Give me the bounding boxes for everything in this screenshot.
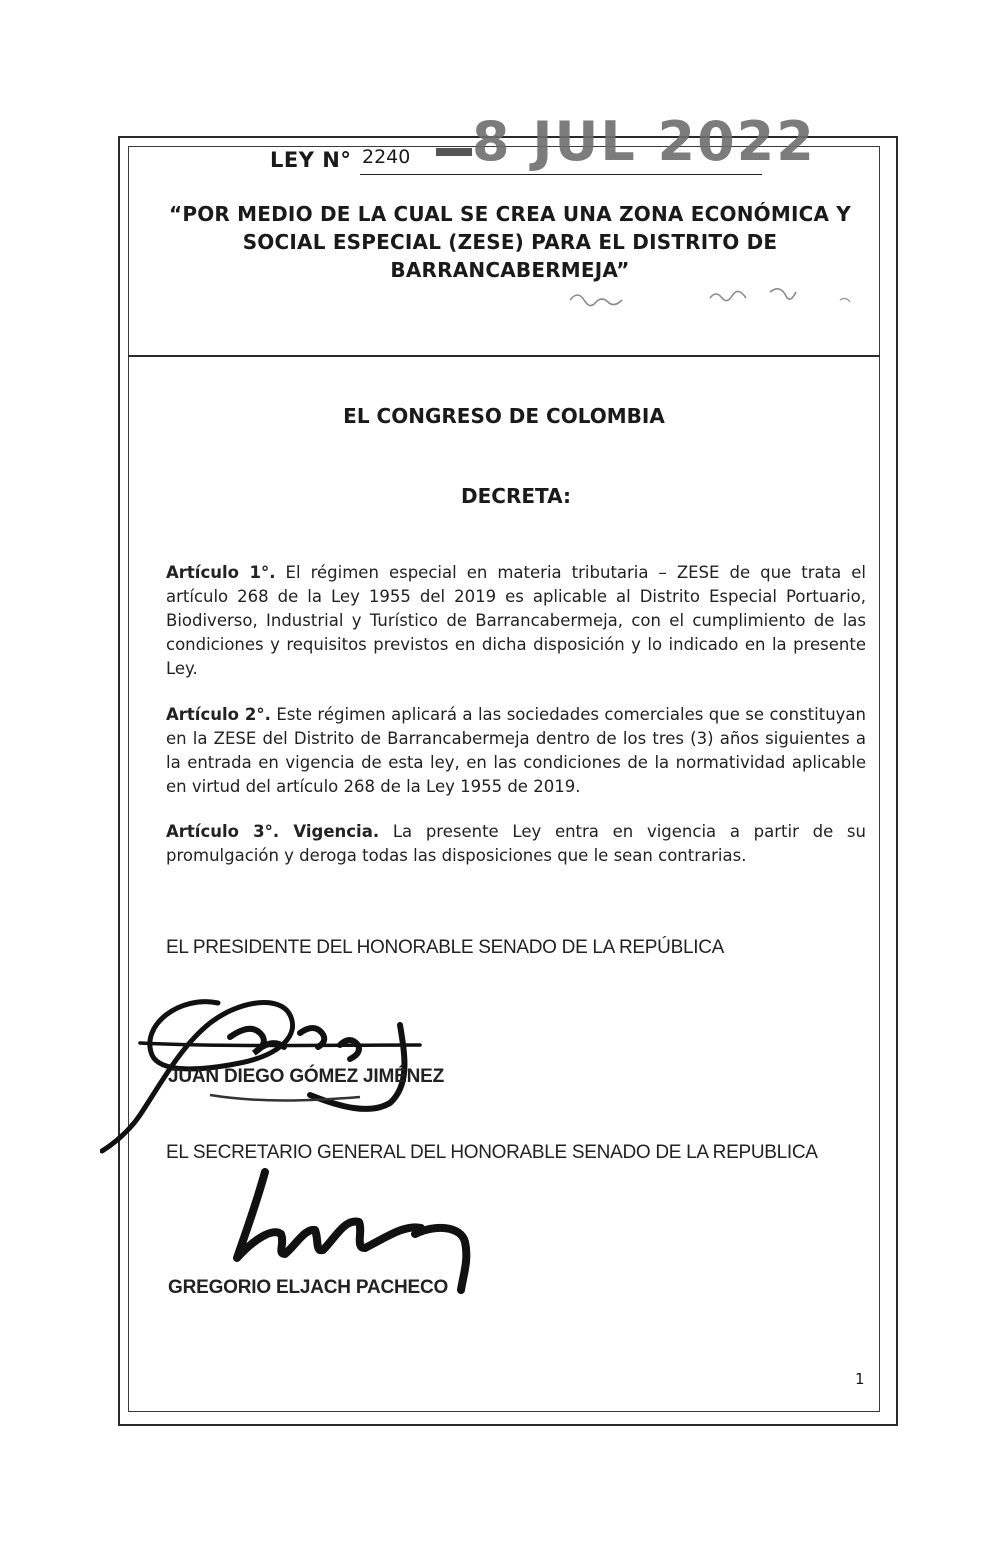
- date-stamp: 8 JUL 2022: [472, 110, 816, 173]
- law-number-underline: [360, 174, 762, 175]
- page-number: 1: [855, 1370, 865, 1388]
- article-3: [166, 820, 866, 868]
- article-1-lead: Artículo 1°.: [166, 563, 276, 582]
- article-1: [166, 561, 866, 681]
- senate-president-title: EL PRESIDENTE DEL HONORABLE SENADO DE LA REPÚBLICA: [166, 937, 724, 958]
- issuer-heading: EL CONGRESO DE COLOMBIA: [343, 404, 665, 428]
- article-1-text: El régimen especial en materia tributaria – ZESE de que trata el artículo 268 de la Ley 1955 del 2019 es aplicable al Distrito Especial Portuario, Biodiverso, Industrial y Turístico de Barrancabermeja, con el cumplimiento de las condiciones y requisitos previstos en dicha disposición y lo indicado en la presente Ley.: [166, 563, 866, 678]
- article-3-text: La presente Ley entra en vigencia a partir de su promulgación y deroga todas las disposiciones que le sean contrarias.: [166, 822, 866, 865]
- secretary-general-name: GREGORIO ELJACH PACHECO: [168, 1277, 449, 1298]
- law-number-line: [270, 138, 770, 178]
- article-3-lead: Artículo 3°. Vigencia.: [166, 822, 380, 841]
- article-2-lead: Artículo 2°.: [166, 705, 271, 724]
- law-number: 2240: [362, 146, 411, 168]
- senate-president-name: JUAN DIEGO GÓMEZ JIMÉNEZ: [168, 1066, 445, 1087]
- article-2: [166, 703, 866, 799]
- law-prefix: LEY N°: [270, 148, 352, 172]
- header-divider: [128, 355, 880, 357]
- secretary-general-title: EL SECRETARIO GENERAL DEL HONORABLE SENADO DE LA REPUBLICA: [166, 1142, 818, 1163]
- handwritten-annotation: [560, 270, 860, 330]
- article-2-text: Este régimen aplicará a las sociedades comerciales que se constituyan en la ZESE del Distrito de Barrancabermeja dentro de los tres (3) años siguientes a la entrada en vigencia de esta ley, en las condiciones de la normatividad aplicable en virtud del artículo 268 de la Ley 1955 de 2019.: [166, 705, 866, 796]
- law-title: “POR MEDIO DE LA CUAL SE CREA UNA ZONA ECONÓMICA Y SOCIAL ESPECIAL (ZESE) PARA EL DISTRITO DE BARRANCABERMEJA”: [169, 202, 851, 282]
- senate-president-signature: [100, 975, 430, 1155]
- decree-heading: DECRETA:: [461, 484, 571, 508]
